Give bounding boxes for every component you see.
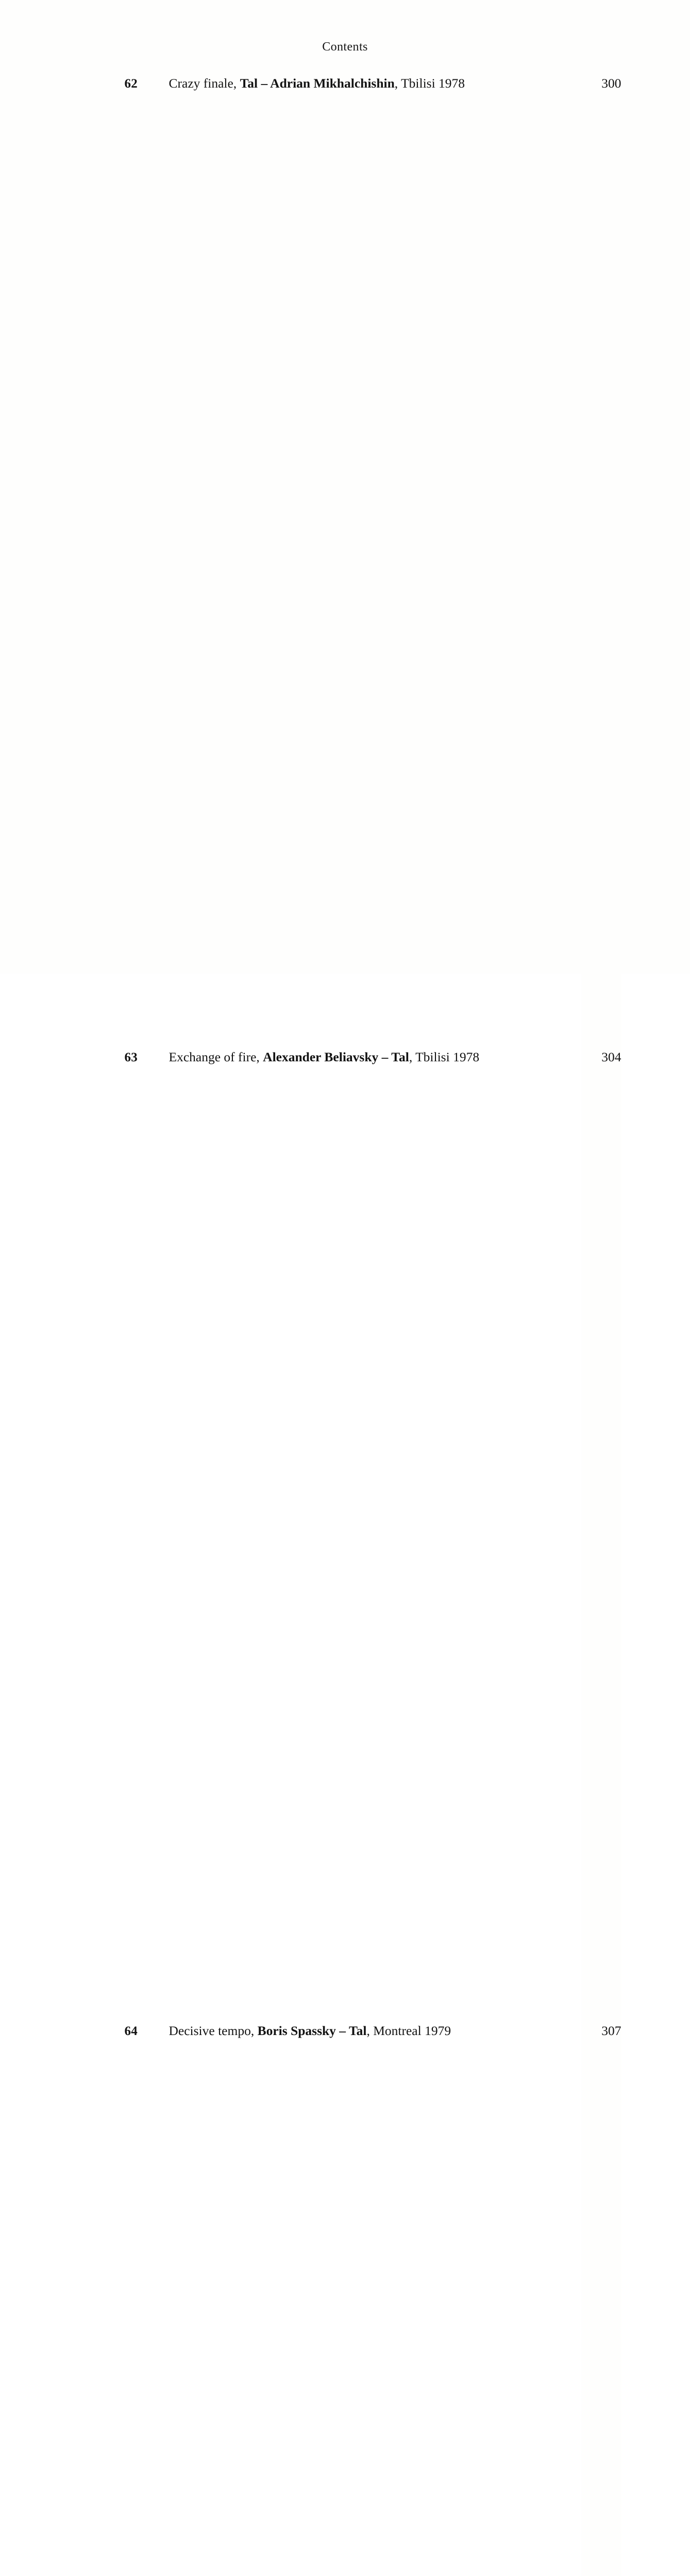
- toc-entry[interactable]: [125, 2022, 621, 2576]
- toc-entry-title: Decisive tempo,: [169, 2023, 255, 2038]
- toc-entry-event: , Montreal 1979: [366, 2023, 451, 2038]
- toc-entry-page: 300: [581, 75, 621, 1048]
- toc-entry-title: Exchange of fire,: [169, 1049, 260, 1064]
- toc-entry[interactable]: [125, 75, 621, 1048]
- toc-entry-description: [169, 1048, 581, 1065]
- toc-entry-description: [169, 2022, 581, 2039]
- toc-entry-title: Crazy finale,: [169, 76, 237, 91]
- toc-entry-event: , Tbilisi 1978: [409, 1049, 480, 1064]
- toc-entry-players: Tal – Adrian Mikhalchishin: [240, 76, 395, 91]
- toc-entry-page: 304: [581, 1048, 621, 2022]
- toc-entry-players: Alexander Beliavsky – Tal: [263, 1049, 409, 1064]
- toc-section-1970s: [125, 54, 621, 2576]
- toc-entry-description: [169, 75, 581, 92]
- toc-entry-players: Boris Spassky – Tal: [257, 2023, 367, 2038]
- toc-entry[interactable]: [125, 1048, 621, 2022]
- toc-entry-number: 62: [124, 77, 138, 91]
- table-of-contents: [64, 54, 627, 2576]
- running-head: Contents: [322, 40, 368, 54]
- toc-entry-number: 64: [124, 2024, 138, 2038]
- toc-entry-number: 63: [124, 1050, 138, 1064]
- toc-entry-page: 307: [581, 2022, 621, 2576]
- toc-entry-event: , Tbilisi 1978: [394, 76, 465, 91]
